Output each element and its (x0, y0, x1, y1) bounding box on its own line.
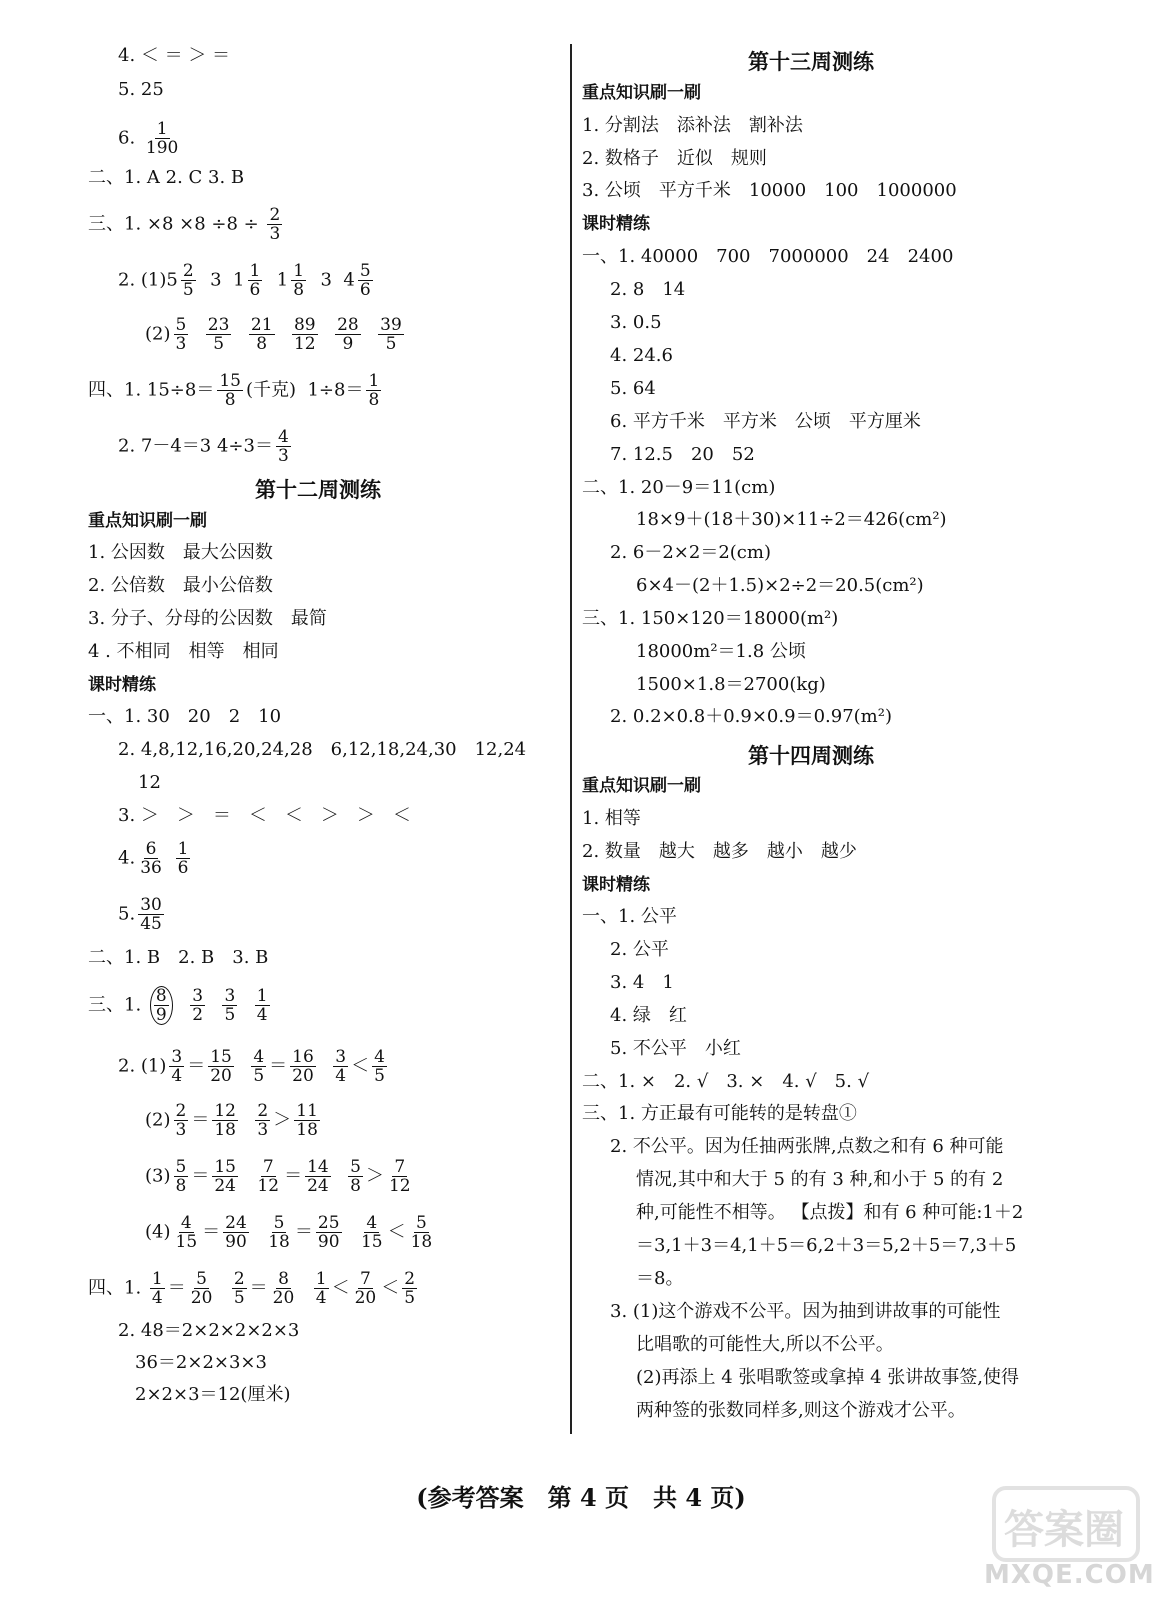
fraction: $\frac{89}{12}$ (293, 315, 316, 354)
answer-line: 一、1. 公平 (582, 906, 677, 927)
line-text: 2. (1)5 (118, 269, 178, 291)
answer-line: 2. 数格子 近似 规则 (582, 148, 767, 169)
fraction: $\frac{7}{12}$ (257, 1157, 280, 1196)
fraction: $\frac{1}{8}$ (293, 261, 305, 300)
fraction: $\frac{3}{4}$ (171, 1047, 183, 1086)
line-text: 6. (118, 127, 141, 149)
fraction: $\frac{16}{20}$ (292, 1047, 314, 1086)
fraction: $\frac{5}{18}$ (268, 1213, 290, 1252)
answer-line: 3. 公顷 平方千米 10000 100 1000000 (582, 180, 957, 201)
answer-line: 二、1. A 2. C 3. B (88, 167, 245, 188)
fraction: $\frac{3}{2}$ (192, 986, 204, 1025)
watermark-logo (984, 1478, 1155, 1598)
fraction: $\frac{25}{90}$ (317, 1213, 340, 1252)
answer-line (118, 120, 183, 157)
answer-line: 2. 公倍数 最小公倍数 (88, 575, 273, 596)
answer-line: (2) $\frac{2}{3}$ ＝ $\frac{12}{18}$ $\frac{2}{3}$ ＞ $\frac{11}{18}$ (145, 1101, 318, 1140)
answer-line: 1. 公因数 最大公因数 (88, 542, 273, 563)
answer-line: 5. 不公平 小红 (610, 1038, 741, 1059)
section-title: 第十二周测练 (255, 478, 381, 502)
answer-line: ＝8。 (636, 1268, 684, 1289)
line-text: 2. 7－4＝3 4÷3＝ (118, 435, 273, 457)
answer-line: (2)再添上 4 张唱歌签或拿掉 4 张讲故事签,使得 (636, 1367, 1020, 1388)
answer-line: 1500×1.8＝2700(kg) (636, 674, 826, 695)
answer-line: 2. 数量 越大 越多 越小 越少 (582, 841, 857, 862)
answer-line: 三、1. 150×120＝18000(m²) (582, 608, 839, 629)
page-footer: (参考答案 第 4 页 共 4 页) (416, 1483, 746, 1512)
subheading: 重点知识刷一刷 (88, 511, 207, 531)
line-text: 四、1. 15÷8＝ (88, 379, 215, 401)
answer-line: 2. 8 14 (610, 279, 686, 300)
fraction: $\frac{5}{3}$ (175, 315, 187, 354)
answer-line: 4. 24.6 (610, 345, 673, 366)
fraction: $\frac{5}{18}$ (410, 1213, 433, 1252)
fraction: $\frac{21}{8}$ (250, 315, 273, 354)
fraction: $\frac{1}{4}$ (256, 986, 268, 1025)
subheading: 课时精练 (582, 875, 650, 895)
answer-line: (3) $\frac{5}{8}$ ＝ $\frac{15}{24}$ $\frac{7}{12}$ ＝ $\frac{14}{24}$ $\frac{5}{8}$ ＞ $\frac{7}{12}$ (145, 1157, 411, 1196)
answer-line: 5. $\frac{30}{45}$ (118, 895, 162, 934)
answer-line: 5. 25 (118, 79, 164, 100)
fraction: $\frac{23}{5}$ (207, 315, 230, 354)
fraction: $\frac{28}{9}$ (337, 315, 359, 354)
fraction: $\frac{11}{18}$ (296, 1101, 318, 1140)
watermark-badge (992, 1486, 1140, 1562)
column-divider (570, 44, 572, 1434)
fraction: $\frac{1}{4}$ (315, 1269, 327, 1308)
watermark-text: 答案圈 (1004, 1507, 1124, 1553)
answer-line: 三、1. 方正最有可能转的是转盘① (582, 1103, 857, 1124)
fraction: $\frac{1}{6}$ (249, 261, 261, 300)
answer-line: 6×4－(2＋1.5)×2÷2＝20.5(cm²) (636, 575, 924, 596)
answer-line: 二、1. × 2. √ 3. × 4. √ 5. √ (582, 1071, 870, 1092)
fraction: $\frac{15}{24}$ (214, 1157, 236, 1196)
fraction: $\frac{15}{20}$ (210, 1047, 232, 1086)
fraction: $\frac{2}{3}$ (269, 205, 281, 244)
answer-line: 二、1. B 2. B 3. B (88, 947, 269, 968)
fraction: $\frac{2}{3}$ (175, 1101, 187, 1140)
answer-line: 2. 6－2×2＝2(cm) (610, 542, 771, 563)
answer-line: 36＝2×2×3×3 (135, 1352, 267, 1373)
fraction: $\frac{1}{8}$ (368, 371, 380, 410)
answer-line: 四、1. 15÷8＝ $\frac{15}{8}$ (千克) 1÷8＝ $\frac{1}{8}$ (88, 371, 380, 410)
answer-line (88, 206, 285, 243)
answer-line: 3. 0.5 (610, 312, 662, 333)
fraction: $\frac{4}{5}$ (253, 1047, 265, 1086)
fraction: $\frac{39}{5}$ (380, 315, 402, 354)
fraction: $\frac{5}{8}$ (175, 1157, 187, 1196)
answer-line: 情况,其中和大于 5 的有 3 种,和小于 5 的有 2 (636, 1169, 1004, 1190)
answer-line: 比唱歌的可能性大,所以不公平。 (636, 1334, 894, 1355)
answer-line: 一、1. 40000 700 7000000 24 2400 (582, 246, 954, 267)
subheading: 重点知识刷一刷 (582, 83, 701, 103)
answer-line: 6. 平方千米 平方米 公顷 平方厘米 (610, 411, 921, 432)
watermark-url: MXQE.COM (984, 1560, 1155, 1590)
answer-line: 种,可能性不相等。 【点拨】和有 6 种可能:1＋2 (636, 1202, 1024, 1223)
answer-line: 3. 分子、分母的公因数 最简 (88, 608, 327, 629)
fraction: $\frac{6}{36}$ (140, 839, 162, 878)
answer-line: 3. (1)这个游戏不公平。因为抽到讲故事的可能性 (610, 1301, 1001, 1322)
section-title: 第十四周测练 (748, 744, 874, 768)
section-title: 第十三周测练 (748, 50, 874, 74)
fraction: $\frac{8}{20}$ (272, 1269, 295, 1308)
fraction: $\frac{14}{24}$ (307, 1157, 329, 1196)
answer-line: 2. 公平 (610, 939, 669, 960)
answer-line: 2×2×3＝12(厘米) (135, 1384, 291, 1405)
fraction: $\frac{1}{4}$ (151, 1269, 163, 1308)
fraction: $\frac{24}{90}$ (225, 1213, 247, 1252)
fraction: $\frac{5}{8}$ (350, 1157, 361, 1196)
fraction: $\frac{2}{5}$ (233, 1269, 245, 1308)
answer-line: 7. 12.5 20 52 (610, 444, 755, 465)
answer-line: 4. ＜ ＝ ＞ ＝ (118, 45, 231, 66)
answer-line: 12 (138, 772, 161, 793)
fraction: $\frac{3}{5}$ (224, 986, 236, 1025)
fraction: $\frac{4}{5}$ (374, 1047, 385, 1086)
answer-line: 4 . 不相同 相等 相同 (88, 641, 279, 662)
answer-line: 2. 48＝2×2×2×2×3 (118, 1320, 300, 1341)
answer-line: 两种签的张数同样多,则这个游戏才公平。 (636, 1400, 966, 1421)
answer-line: 四、1. $\frac{1}{4}$ ＝ $\frac{5}{20}$ $\frac{2}{5}$ ＝ $\frac{8}{20}$ $\frac{1}{4}$ ＜ $\frac{7}{20}$ ＜ $\frac{2}{5}$ (88, 1269, 416, 1308)
answer-line: 4. 绿 红 (610, 1005, 687, 1026)
answer-line: 2. (1) $\frac{3}{4}$ ＝ $\frac{15}{20}$ $\frac{4}{5}$ ＝ $\frac{16}{20}$ $\frac{3}{4}$ ＜ $\frac{4}{5}$ (118, 1047, 385, 1086)
fraction: $\frac{2}{5}$ (182, 261, 194, 300)
fraction: $\frac{4}{15}$ (360, 1213, 383, 1252)
fraction: $\frac{1}{6}$ (177, 839, 189, 878)
subheading: 课时精练 (582, 214, 650, 234)
fraction: $\frac{2}{5}$ (404, 1269, 416, 1308)
fraction: $\frac{15}{8}$ (219, 371, 241, 410)
answer-line: 2. 0.2×0.8＋0.9×0.9＝0.97(m²) (610, 706, 892, 727)
answer-line: 1. 分割法 添补法 割补法 (582, 115, 803, 136)
fraction: $\frac{4}{3}$ (277, 427, 289, 466)
answer-line: 5. 64 (610, 378, 656, 399)
answer-line: 3. 4 1 (610, 972, 674, 993)
answer-line: (4) $\frac{4}{15}$ ＝ $\frac{24}{90}$ $\frac{5}{18}$ ＝ $\frac{25}{90}$ $\frac{4}{15}$ ＜ $\frac{5}{18}$ (145, 1213, 433, 1252)
subheading: 重点知识刷一刷 (582, 776, 701, 796)
fraction: $\frac{30}{45}$ (140, 895, 162, 934)
answer-line (145, 316, 407, 353)
fraction: $\frac{3}{4}$ (335, 1047, 347, 1086)
fraction: $\frac{2}{3}$ (257, 1101, 269, 1140)
answer-line: 二、1. 20－9＝11(cm) (582, 477, 776, 498)
answer-line: 18×9＋(18＋30)×11÷2＝426(cm²) (636, 509, 947, 530)
answer-line: 2. 不公平。因为任抽两张牌,点数之和有 6 种可能 (610, 1136, 1004, 1157)
fraction: $\frac{5}{20}$ (190, 1269, 213, 1308)
fraction: $\frac{7}{12}$ (388, 1157, 411, 1196)
fraction: $\frac{12}{18}$ (214, 1101, 236, 1140)
answer-line: 三、1. $\frac{8}{9}$ $\frac{3}{2}$ $\frac{3}{5}$ $\frac{1}{4}$ (88, 986, 268, 1025)
answer-line: 4. $\frac{6}{36}$ $\frac{1}{6}$ (118, 839, 189, 878)
answer-line: 2. (1)5 $\frac{2}{5}$ 3 1 $\frac{1}{6}$ 1 $\frac{1}{8}$ 3 4 $\frac{5}{6}$ (118, 261, 371, 300)
answer-line: 1. 相等 (582, 808, 641, 829)
answer-line: 3. ＞ ＞ ＝ ＜ ＜ ＞ ＞ ＜ (118, 805, 411, 826)
answer-line: 18000m²＝1.8 公顷 (636, 641, 806, 662)
answer-line (118, 428, 294, 465)
fraction: $\frac{4}{15}$ (175, 1213, 198, 1252)
answer-line: 一、1. 30 20 2 10 (88, 706, 282, 727)
fraction: $\frac{5}{6}$ (359, 261, 371, 300)
line-text: (2) (145, 323, 171, 345)
line-text: 三、1. ×8 ×8 ÷8 ÷ (88, 213, 265, 235)
answer-line: ＝3,1＋3＝4,1＋5＝6,2＋3＝5,2＋5＝7,3＋5 (636, 1235, 1017, 1256)
circled-fraction: $\frac{8}{9}$ (150, 986, 173, 1025)
fraction: $\frac{7}{20}$ (354, 1269, 377, 1308)
answer-line: 2. 4,8,12,16,20,24,28 6,12,18,24,30 12,24 (118, 739, 527, 760)
subheading: 课时精练 (88, 675, 156, 695)
fraction: $\frac{1}{190}$ (145, 119, 179, 158)
